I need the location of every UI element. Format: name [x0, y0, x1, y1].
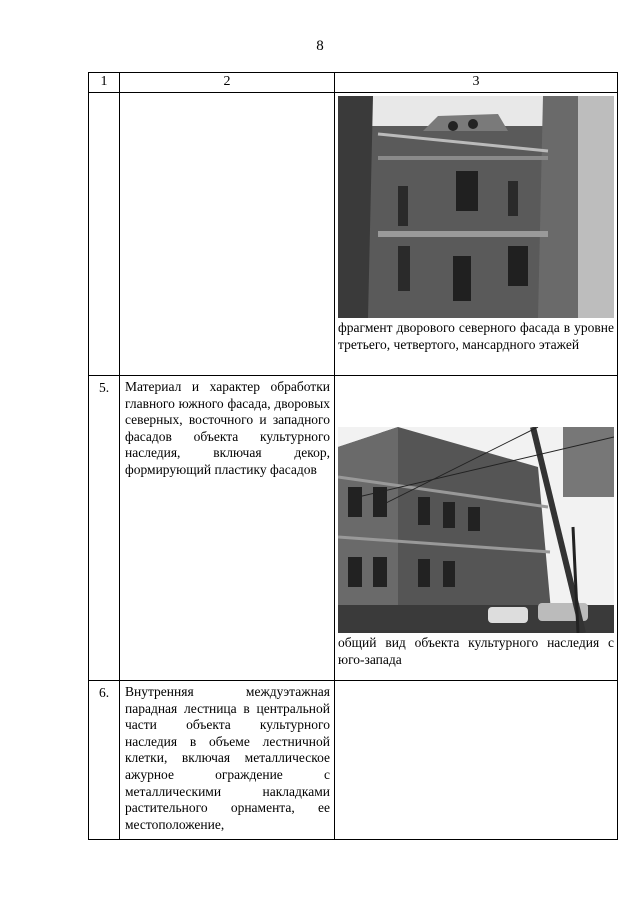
photo-courtyard-north-facade — [338, 96, 614, 318]
photo-general-view-southwest — [338, 427, 614, 633]
table-row — [89, 93, 618, 376]
row-number — [89, 93, 120, 376]
heritage-table — [88, 72, 618, 840]
row-photo-cell — [335, 376, 618, 681]
table-row — [89, 681, 618, 840]
row-number: 5. — [89, 376, 120, 681]
row-photo-cell — [335, 93, 618, 376]
header-col-2: 2 — [120, 73, 335, 93]
row-number: 6. — [89, 681, 120, 840]
table-row — [89, 376, 618, 681]
photo-caption: фрагмент дворового северного фасада в уровне третьего, четвертого, мансардного этажей — [338, 320, 614, 352]
header-col-1: 1 — [89, 73, 120, 93]
photo-caption: общий вид объекта культурного наследия с юго-запада — [338, 635, 614, 667]
row-description: Материал и характер обработки главного южного фасада, дворовых северных, восточного и западного фасадов объекта культурного наследия, включая декор, формирующий пластику фасадов — [120, 376, 335, 681]
table-header-row — [89, 73, 618, 93]
row-description — [120, 93, 335, 376]
row-description: Внутренняя междуэтажная парадная лестница в центральной части объекта культурного наследия в объеме лестничной клетки, включая металлическое ажурное ограждение с металлическими накладками растительного орнамента, ее местоположение, — [120, 681, 335, 840]
page-number: 8 — [316, 38, 324, 54]
row-photo-cell — [335, 681, 618, 840]
header-col-3: 3 — [335, 73, 618, 93]
